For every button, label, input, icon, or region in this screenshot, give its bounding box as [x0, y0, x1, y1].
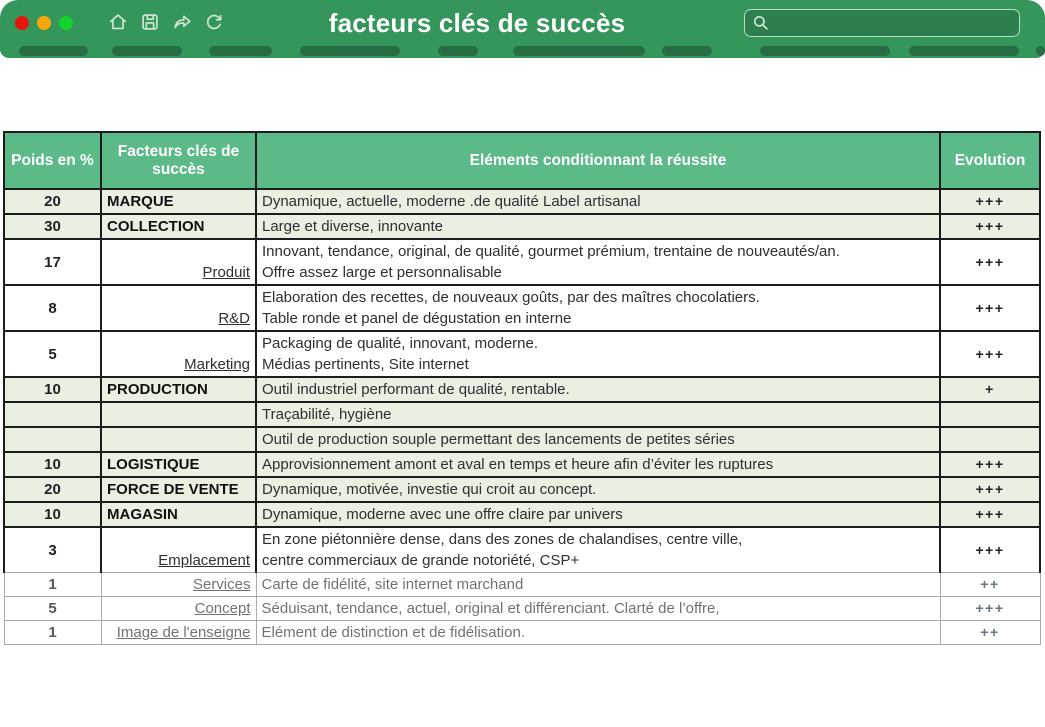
tab-stub[interactable] — [438, 46, 478, 56]
factor-cell — [101, 214, 256, 239]
elements-cell: Innovant, tendance, original, de qualité, gourmet prémium, trentaine de nouveautés/an. Offre assez large et personnalisable — [256, 239, 940, 285]
factor-cell — [101, 402, 256, 427]
content-area — [3, 131, 1041, 645]
elements-cell: Dynamique, actuelle, moderne .de qualité Label artisanal — [256, 189, 940, 214]
header-row — [4, 132, 1040, 189]
table-row — [4, 527, 1040, 573]
factor-link[interactable]: Image de l'enseigne — [116, 624, 251, 641]
table-row — [4, 377, 1040, 402]
elements-cell: Packaging de qualité, innovant, moderne. Médias pertinents, Site internet — [256, 331, 940, 377]
page-title: facteurs clés de succès — [328, 8, 626, 38]
tab-stub[interactable] — [1036, 46, 1045, 56]
elements-cell: Dynamique, moderne avec une offre claire par univers — [256, 502, 940, 527]
weight-cell: 20 — [4, 477, 101, 502]
weight-cell: 10 — [4, 502, 101, 527]
factor-cell — [101, 239, 256, 285]
factor-cell — [101, 189, 256, 214]
table-row — [4, 427, 1040, 452]
elements-cell: Séduisant, tendance, actuel, original et différenciant. Clarté de l’offre, — [256, 597, 940, 621]
table-row — [4, 597, 1040, 621]
evolution-cell: +++ — [940, 214, 1040, 239]
table-row — [4, 214, 1040, 239]
factor-cell — [101, 527, 256, 573]
elements-cell: En zone piétonnière dense, dans des zones de chalandises, centre ville, centre commerciaux de grande notoriété, CSP+ — [256, 527, 940, 573]
weight-cell: 5 — [4, 597, 101, 621]
elements-cell: Traçabilité, hygiène — [256, 402, 940, 427]
evolution-cell: +++ — [940, 502, 1040, 527]
tab-stub[interactable] — [300, 46, 400, 56]
table-row — [4, 502, 1040, 527]
search-input[interactable] — [776, 14, 1012, 32]
evolution-cell: ++ — [940, 621, 1040, 645]
elements-cell: Approvisionnement amont et aval en temps et heure afin d’éviter les ruptures — [256, 452, 940, 477]
factor-cell — [101, 331, 256, 377]
evolution-cell — [940, 427, 1040, 452]
factor-link[interactable]: Emplacement — [158, 552, 250, 569]
weight-cell: 10 — [4, 377, 101, 402]
evolution-cell: +++ — [940, 331, 1040, 377]
elements-cell: Large et diverse, innovante — [256, 214, 940, 239]
factor-link[interactable]: Services — [192, 576, 251, 593]
success-factors-table — [3, 131, 1041, 645]
tab-stub[interactable] — [112, 46, 182, 56]
table-row — [4, 621, 1040, 645]
weight-cell: 30 — [4, 214, 101, 239]
evolution-cell — [940, 402, 1040, 427]
tab-stub[interactable] — [909, 46, 1019, 56]
table-row — [4, 239, 1040, 285]
header-poids: Poids en % — [4, 132, 101, 189]
weight-cell: 3 — [4, 527, 101, 573]
header-evolution: Evolution — [940, 132, 1040, 189]
evolution-cell: +++ — [940, 452, 1040, 477]
tab-stub[interactable] — [662, 46, 712, 56]
search-icon — [752, 14, 770, 32]
evolution-cell: +++ — [940, 239, 1040, 285]
factor-cell — [101, 477, 256, 502]
factor-link[interactable]: Marketing — [184, 356, 250, 373]
factor-cell — [101, 597, 256, 621]
weight-cell: 8 — [4, 285, 101, 331]
table-row — [4, 285, 1040, 331]
factor-label: LOGISTIQUE — [107, 456, 200, 473]
evolution-cell: + — [940, 377, 1040, 402]
factor-cell — [101, 285, 256, 331]
factor-cell — [101, 427, 256, 452]
factor-label: MAGASIN — [107, 506, 178, 523]
weight-cell: 10 — [4, 452, 101, 477]
factor-link[interactable]: R&D — [218, 310, 250, 327]
factor-cell — [101, 621, 256, 645]
elements-cell: Outil de production souple permettant des lancements de petites séries — [256, 427, 940, 452]
weight-cell — [4, 402, 101, 427]
weight-cell: 17 — [4, 239, 101, 285]
table-row — [4, 331, 1040, 377]
factor-link[interactable]: Produit — [202, 264, 250, 281]
factor-cell — [101, 573, 256, 597]
factor-cell — [101, 452, 256, 477]
table-row — [4, 452, 1040, 477]
header-elements: Eléments conditionnant la réussite — [256, 132, 940, 189]
weight-cell — [4, 427, 101, 452]
factor-label: COLLECTION — [107, 218, 205, 235]
elements-cell: Dynamique, motivée, investie qui croit au concept. — [256, 477, 940, 502]
factor-cell — [101, 502, 256, 527]
factor-label: MARQUE — [107, 193, 174, 210]
evolution-cell: +++ — [940, 527, 1040, 573]
tab-stub[interactable] — [209, 46, 272, 56]
header-facteurs: Facteurs clés de succès — [101, 132, 256, 189]
table-row — [4, 402, 1040, 427]
table-row — [4, 477, 1040, 502]
tab-stub[interactable] — [513, 46, 645, 56]
search-box[interactable] — [744, 9, 1020, 37]
evolution-cell: ++ — [940, 573, 1040, 597]
evolution-cell: +++ — [940, 189, 1040, 214]
table-row — [4, 189, 1040, 214]
elements-cell: Carte de fidélité, site internet marchand — [256, 573, 940, 597]
factor-cell — [101, 377, 256, 402]
weight-cell: 20 — [4, 189, 101, 214]
titlebar — [0, 0, 1045, 58]
factor-label: PRODUCTION — [107, 381, 208, 398]
weight-cell: 5 — [4, 331, 101, 377]
factor-link[interactable]: Concept — [194, 600, 251, 617]
factor-label: FORCE DE VENTE — [107, 481, 239, 498]
evolution-cell: +++ — [940, 477, 1040, 502]
weight-cell: 1 — [4, 621, 101, 645]
evolution-cell: +++ — [940, 597, 1040, 621]
elements-cell: Outil industriel performant de qualité, rentable. — [256, 377, 940, 402]
elements-cell: Elaboration des recettes, de nouveaux goûts, par des maîtres chocolatiers. Table ronde et panel de dégustation en interne — [256, 285, 940, 331]
weight-cell: 1 — [4, 573, 101, 597]
elements-cell: Elément de distinction et de fidélisation. — [256, 621, 940, 645]
evolution-cell: +++ — [940, 285, 1040, 331]
tab-stub[interactable] — [19, 46, 88, 56]
tab-stub[interactable] — [760, 46, 890, 56]
table-row — [4, 573, 1040, 597]
